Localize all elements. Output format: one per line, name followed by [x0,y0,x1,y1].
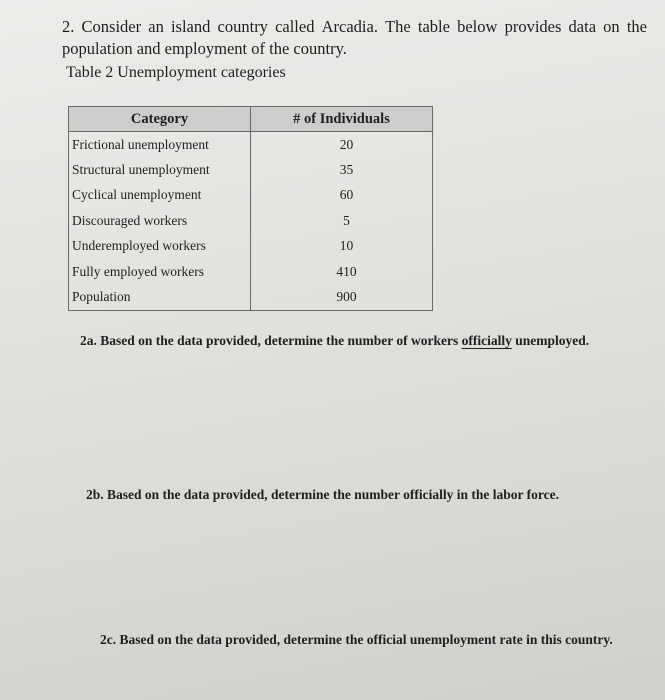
header-category: Category [69,107,251,132]
intro-word: an [148,17,164,36]
table-row [69,284,433,310]
table-header-row [69,107,433,132]
question-2a-text-start: 2a. Based on the data provided, determine the number of workers [80,333,462,348]
intro-word: island [170,17,211,36]
row-count: 5 [251,208,433,233]
table-row [69,157,433,182]
intro-word: data [568,17,597,36]
intro-word: the [626,17,647,36]
table-row [69,208,433,233]
table-row [69,183,433,208]
row-category: Frictional unemployment [69,132,251,158]
intro-word: country [217,17,268,36]
table-title: Table 2 Unemployment categories [66,64,286,81]
row-category: Discouraged workers [69,208,251,233]
question-2b: 2b. Based on the data provided, determine the number officially in the labor force. [86,487,559,502]
question-2a-emphasis: officially [461,333,512,348]
question-2c: 2c. Based on the data provided, determine the official unemployment rate in this country. [100,632,613,647]
question-intro-line1 [62,16,647,38]
row-count: 60 [251,183,433,208]
row-count: 10 [251,234,433,259]
question-intro [62,16,647,60]
intro-word: The [385,17,411,36]
question-2a-text-end: unemployed. [511,333,590,348]
row-count: 35 [251,157,433,182]
row-category: Population [69,284,251,310]
table-row [69,234,433,259]
unemployment-table [68,106,433,311]
intro-word: table [417,17,450,36]
intro-word: provides [504,17,562,36]
intro-word: below [457,17,498,36]
row-count: 900 [251,284,433,310]
intro-word: Consider [81,17,142,36]
question-2a [80,333,589,349]
table-row [69,132,433,158]
intro-word: on [603,17,620,36]
table-row [69,259,433,284]
row-category: Structural unemployment [69,157,251,182]
row-count: 20 [251,132,433,158]
intro-word: called [275,17,315,36]
intro-word: Arcadia. [321,17,378,36]
row-category: Underemployed workers [69,234,251,259]
row-category: Fully employed workers [69,259,251,284]
header-count: # of Individuals [251,107,433,132]
row-count: 410 [251,259,433,284]
intro-word: 2. [62,17,75,36]
question-intro-line2: population and employment of the country. [62,39,347,58]
row-category: Cyclical unemployment [69,183,251,208]
